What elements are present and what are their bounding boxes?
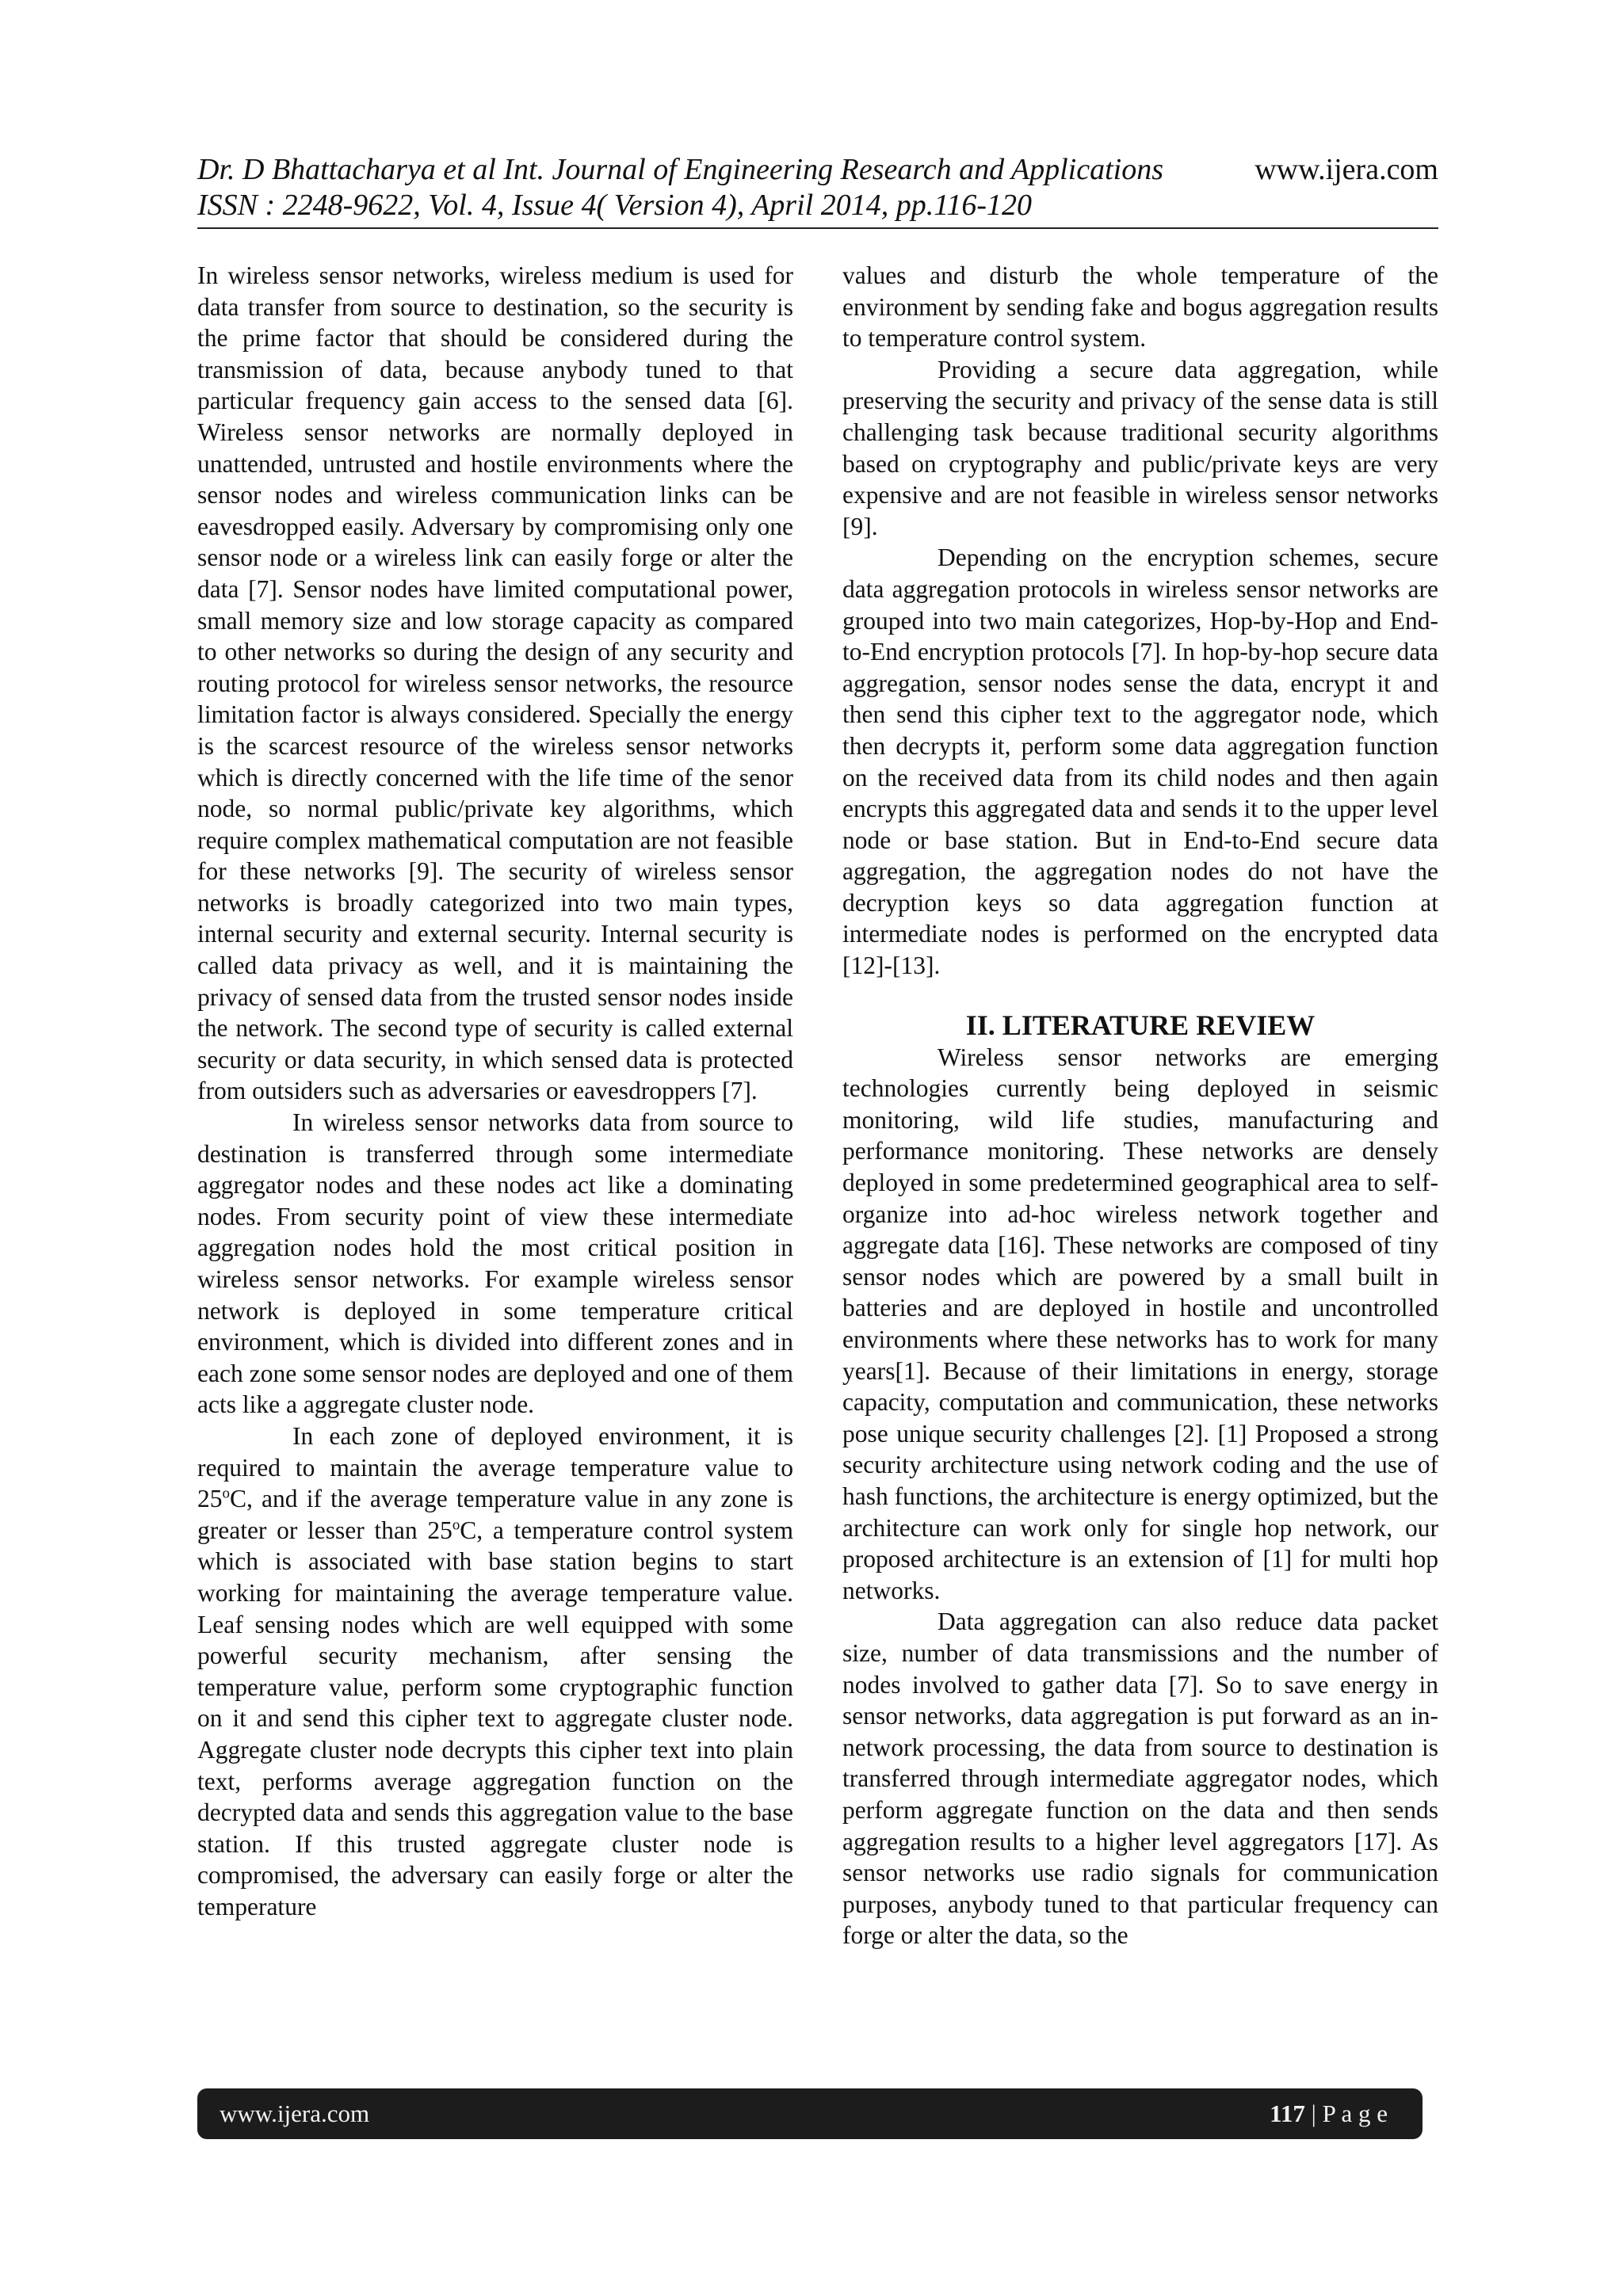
text-run: C, a temperature control system which is associated with base station begins to start working for maintaining the average temperature value. Leaf sensing nodes which are well equipped with some powerful security mechanism, after sensing the temperature value, perform some cryptographic function on it and send this cipher text to aggregate cluster node. Aggregate cluster node decrypts this cipher text into plain text, performs average aggregation function on the decrypted data and sends this aggregation value to the base station. If this trusted aggregate cluster node is compromised, the adversary can easily forge or alter the temperature [197,1516,793,1920]
paragraph: In wireless sensor networks, wireless medium is used for data transfer from source to destination, so the security is the prime factor that should be considered during the transmission of data, because anybody tuned to that particular frequency gain access to the sensed data [6]. Wireless sensor networks are normally deployed in unattended, untrusted and hostile environments where the sensor nodes and wireless communication links can be eavesdropped easily. Adversary by compromising only one sensor node or a wireless link can easily forge or alter the data [7]. Sensor nodes have limited computational power, small memory size and low storage capacity as compared to other networks so during the design of any security and routing protocol for wireless sensor networks, the resource limitation factor is always considered. Specially the energy is the scarcest resource of the wireless sensor networks which is directly concerned with the life time of the senor node, so normal public/private key algorithms, which require complex mathematical computation are not feasible for these networks [9]. The security of wireless sensor networks is broadly categorized into two main types, internal security and external security. Internal security is called data privacy as well, and it is maintaining the privacy of sensed data from the trusted sensor nodes inside the network. The second type of security is called external security or data security, in which sensed data is protected from outsiders such as adversaries or eavesdroppers [7]. [197,261,793,1105]
paragraph: Data aggregation can also reduce data packet size, number of data transmissions and the number of nodes involved to gather data [7]. So to save energy in sensor networks, data aggregation is put forward as an in-network processing, the data from source to destination is transferred through intermediate aggregator nodes, which perform aggregate function on the data and then sends aggregation results to a higher level aggregators [17]. As sensor networks use radio signals for communication purposes, anybody tuned to that particular frequency can forge or alter the data, so the [842,1608,1438,1950]
footer-url-link[interactable]: www.ijera.com [220,2100,370,2127]
section-heading: II. LITERATURE REVIEW [965,1009,1316,1041]
text-run: C, and if the average temperature value in any zone is greater or lesser than 25 [197,1485,793,1544]
paragraph: Depending on the encryption schemes, secure data aggregation protocols in wireless sensor networks are grouped into two main categorizes, Hop-by-Hop and End-to-End encryption protocols [7]. In hop-by-hop secure data aggregation, sensor nodes sense the data, encrypt it and then send this cipher text to the aggregator node, which then decrypts it, perform some data aggregation function on the received data from its child nodes and then again encrypts this aggregated data and sends it to the upper level node or base station. But in End-to-End secure data aggregation, the aggregation nodes do not have the decryption keys so data aggregation function at intermediate nodes is performed on the encrypted data [12]-[13]. [842,543,1438,980]
header-rule [197,227,1438,229]
paragraph: In wireless sensor networks data from source to destination is transferred through some intermediate aggregator nodes and these nodes act like a dominating nodes. From security point of view these intermediate aggregation nodes hold the most critical position in wireless sensor networks. For example wireless sensor network is deployed in some temperature critical environment, which is divided into different zones and in each zone some sensor nodes are deployed and one of them acts like a aggregate cluster node. [197,1108,793,1419]
header-url-link[interactable]: www.ijera.com [1254,153,1438,186]
superscript: o [222,1485,230,1502]
page-label: | P a g e [1304,2100,1388,2127]
page-number [1270,2100,1388,2128]
running-header [197,152,1438,223]
paragraph: Providing a secure data aggregation, while preserving the security and privacy of the sense data is still challenging task because traditional security algorithms based on cryptography and public/private keys are very expensive and are not feasible in wireless sensor networks [9]. [842,355,1438,540]
text-run: In each zone of deployed environment, it is required to maintain the average temperature value to 25 [197,1421,793,1513]
paragraph: Wireless sensor networks are emerging technologies currently being deployed in seismic monitoring, wild life studies, manufacturing and performance monitoring. These networks are densely deployed in some predetermined geographical area to self-organize into ad-hoc wireless network together and aggregate data [16]. These networks are composed of tiny sensor nodes which are powered by a small built in batteries and are deployed in hostile and uncontrolled environments where these networks has to work for many years[1]. Because of their limitations in energy, storage capacity, computation and communication, these networks pose unique security challenges [2]. [1] Proposed a strong security architecture using network coding and the use of hash functions, the architecture is energy optimized, but the architecture can work only for single hop network, our proposed architecture is an extension of [1] for multi hop networks. [842,1043,1438,1604]
paragraph: values and disturb the whole temperature of the environment by sending fake and bogus aggregation results to temperature control system. [842,261,1438,353]
journal-title: Dr. D Bhattacharya et al Int. Journal of Engineering Research and Applications [197,153,1164,186]
superscript: o [452,1516,460,1534]
paragraph [197,1421,793,1923]
page-footer [197,2088,1423,2139]
issn-line: ISSN : 2248-9622, Vol. 4, Issue 4( Version 4), April 2014, pp.116-120 [197,189,1033,222]
left-column [197,260,793,1922]
right-column [842,260,1438,1951]
page-number-value: 117 [1270,2100,1305,2127]
